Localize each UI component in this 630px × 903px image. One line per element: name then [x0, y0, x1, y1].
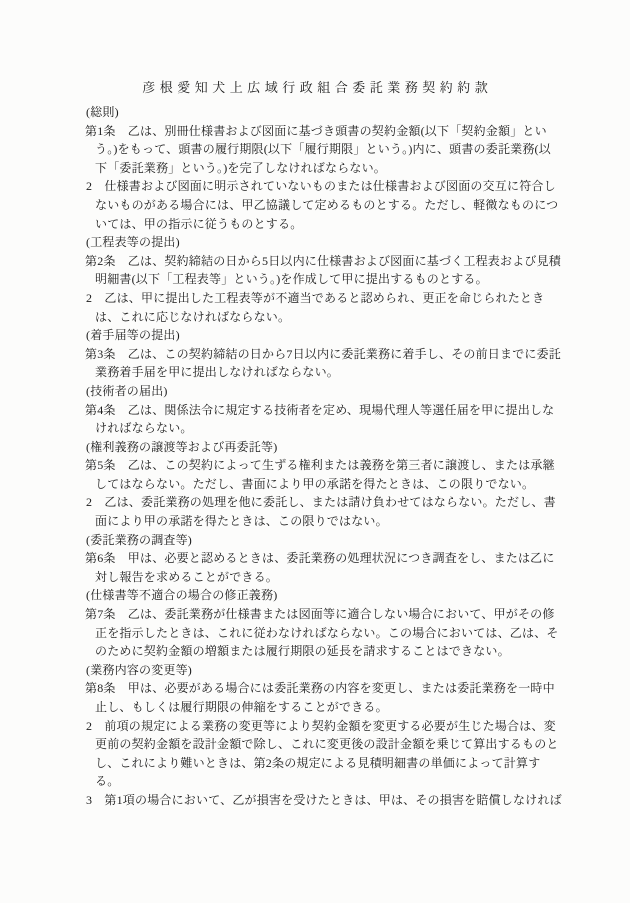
section-heading: (技術者の届出)	[86, 383, 168, 398]
article-line: 第2条 乙は、契約締結の日から5日以内に仕様書および図面に基づく工程表および見積	[85, 253, 562, 268]
continuation-line: のために契約金額の増額または履行期限の延長を請求することはできない。	[95, 644, 510, 659]
article-line: 第3条 乙は、この契約締結の日から7日以内に委託業務に着手し、その前日までに委託	[85, 346, 562, 361]
continuation-line: う。)をもって、頭書の履行期限(以下「履行期限」という。)内に、頭書の委託業務(以	[95, 142, 551, 157]
continuation-line: 明細書(以下「工程表等」という。)を作成して甲に提出するものとする。	[95, 272, 488, 287]
continuation-line: る。	[95, 774, 120, 789]
article-line: 第1条 乙は、別冊仕様書および図面に基づき頭書の契約金額(以下「契約金額」とい	[85, 123, 547, 138]
section-heading: (権利義務の譲渡等および再委託等)	[86, 439, 278, 454]
continuation-line: し、これにより難いときは、第2条の規定による見積明細書の単価によって計算す	[95, 755, 541, 770]
continuation-line: いては、甲の指示に従うものとする。	[95, 216, 303, 231]
article-line: 第6条 甲は、必要と認めるときは、委託業務の処理状況につき調査をし、または乙に	[85, 551, 555, 566]
continuation-line: 下「委託業務」という。)を完了しなければならない。	[95, 160, 386, 175]
paragraph-line: 3 第1項の場合において、乙が損害を受けたときは、甲は、その損害を賠償しなければ	[86, 792, 562, 807]
document-title: 彦根愛知犬上広域行政組合委託業務契約約款	[142, 80, 493, 95]
continuation-line: 面により甲の承諾を得たときは、この限りではない。	[95, 514, 388, 529]
continuation-line: ないものがある場合には、甲乙協議して定めるものとする。ただし、軽微なものにつ	[95, 197, 559, 212]
continuation-line: 止し、もしくは履行期限の伸縮をすることができる。	[95, 700, 388, 714]
continuation-line: 更前の契約金額を設計金額で除し、これに変更後の設計金額を乗じて算出するものと	[95, 737, 559, 752]
section-heading: (総則)	[86, 105, 119, 119]
section-heading: (着手届等の提出)	[86, 328, 180, 343]
document-body	[85, 103, 585, 810]
continuation-line: 対し報告を求めることができる。	[95, 569, 279, 584]
paragraph-line: 2 仕様書および図面に明示されていないものまたは仕様書および図面の交互に符合し	[86, 179, 556, 194]
paragraph-line: 2 前項の規定による業務の変更等により契約金額を変更する必要が生じた場合は、変	[86, 718, 556, 733]
continuation-line: は、これに応じなければならない。	[95, 309, 291, 324]
continuation-line: 正を指示したときは、これに従わなければならない。この場合においては、乙は、そ	[95, 625, 559, 640]
continuation-line: してはならない。ただし、書面により甲の承諾を得たときは、この限りでない。	[95, 476, 535, 491]
continuation-line: ければならない。	[95, 421, 193, 436]
article-line: 第4条 乙は、関係法令に規定する技術者を定め、現場代理人等選任届を甲に提出しな	[85, 402, 555, 417]
paragraph-line: 2 乙は、甲に提出した工程表等が不適当であると認められ、更正を命じられたとき	[86, 290, 545, 305]
paragraph-line: 2 乙は、委託業務の処理を他に委託し、または請け負わせてはならない。ただし、書	[86, 495, 556, 510]
section-heading: (仕様書等不適合の場合の修正義務)	[86, 588, 278, 603]
section-heading: (工程表等の提出)	[86, 235, 180, 250]
section-heading: (業務内容の変更等)	[86, 662, 192, 677]
article-line: 第7条 乙は、委託業務が仕様書または図面等に適合しない場合において、甲がその修	[85, 607, 555, 622]
article-line: 第5条 乙は、この契約によって生ずる権利または義務を第三者に譲渡し、または承継	[85, 458, 555, 473]
article-line: 第8条 甲は、必要がある場合には委託業務の内容を変更し、または委託業務を一時中	[85, 681, 555, 696]
section-heading: (委託業務の調査等)	[86, 532, 192, 547]
continuation-line: 業務着手届を甲に提出しなければならない。	[95, 365, 340, 380]
